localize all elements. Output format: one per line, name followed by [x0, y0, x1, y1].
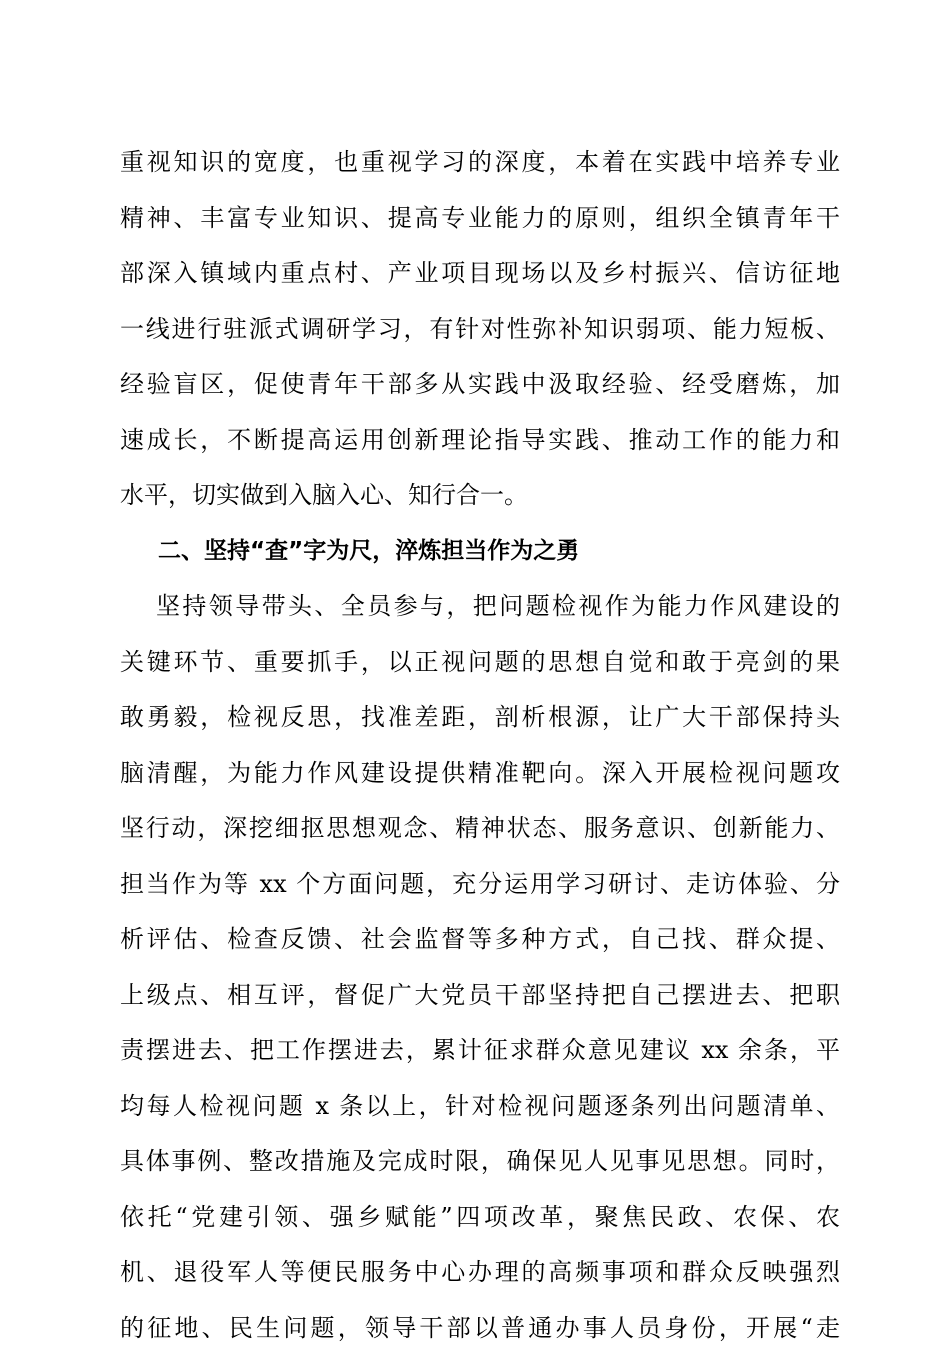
body-line: 重视知识的宽度，也重视学习的深度，本着在实践中培养专业 — [120, 148, 840, 176]
body-line: 关键环节、重要抓手，以正视问题的思想自觉和敢于亮剑的果 — [120, 647, 840, 676]
body-line: 坚行动，深挖细抠思想观念、精神状态、服务意识、创新能力、 — [120, 814, 840, 842]
section-heading: 二、坚持“查”字为尺，淬炼担当作为之勇 — [158, 537, 580, 564]
body-line-paragraph-end: 水平，切实做到入脑入心、知行合一。 — [120, 481, 528, 509]
body-line: 一线进行驻派式调研学习，有针对性弥补知识弱项、能力短板、 — [120, 314, 840, 343]
body-line: 的征地、民生问题，领导干部以普通办事人员身份，开展“走 — [120, 1313, 840, 1342]
body-line: 部深入镇域内重点村、产业项目现场以及乡村振兴、信访征地 — [120, 259, 840, 287]
body-line: 速成长，不断提高运用创新理论指导实践、推动工作的能力和 — [120, 425, 840, 454]
body-line: 均每人检视问题 x 条以上，针对检视问题逐条列出问题清单、 — [120, 1091, 840, 1120]
body-line: 机、退役军人等便民服务中心办理的高频事项和群众反映强烈 — [120, 1258, 840, 1286]
body-line: 析评估、检查反馈、社会监督等多种方式，自己找、群众提、 — [120, 925, 840, 953]
body-line: 担当作为等 xx 个方面问题，充分运用学习研讨、走访体验、分 — [120, 869, 840, 898]
body-line: 精神、丰富专业知识、提高专业能力的原则，组织全镇青年干 — [120, 203, 840, 232]
body-line: 敢勇毅，检视反思，找准差距，剖析根源，让广大干部保持头 — [120, 703, 840, 731]
body-line: 依托“党建引领、强乡赋能”四项改革，聚焦民政、农保、农 — [120, 1202, 840, 1231]
body-line-paragraph-start: 坚持领导带头、全员参与，把问题检视作为能力作风建设的 — [156, 592, 840, 620]
body-line: 具体事例、整改措施及完成时限，确保见人见事见思想。同时， — [120, 1147, 840, 1175]
body-line: 脑清醒，为能力作风建设提供精准靶向。深入开展检视问题攻 — [120, 758, 840, 787]
document-body — [120, 144, 840, 1365]
body-line: 责摆进去、把工作摆进去，累计征求群众意见建议 xx 余条，平 — [120, 1036, 840, 1064]
body-line: 上级点、相互评，督促广大党员干部坚持把自己摆进去、把职 — [120, 980, 840, 1009]
body-line: 经验盲区，促使青年干部多从实践中汲取经验、经受磨炼，加 — [120, 370, 840, 398]
